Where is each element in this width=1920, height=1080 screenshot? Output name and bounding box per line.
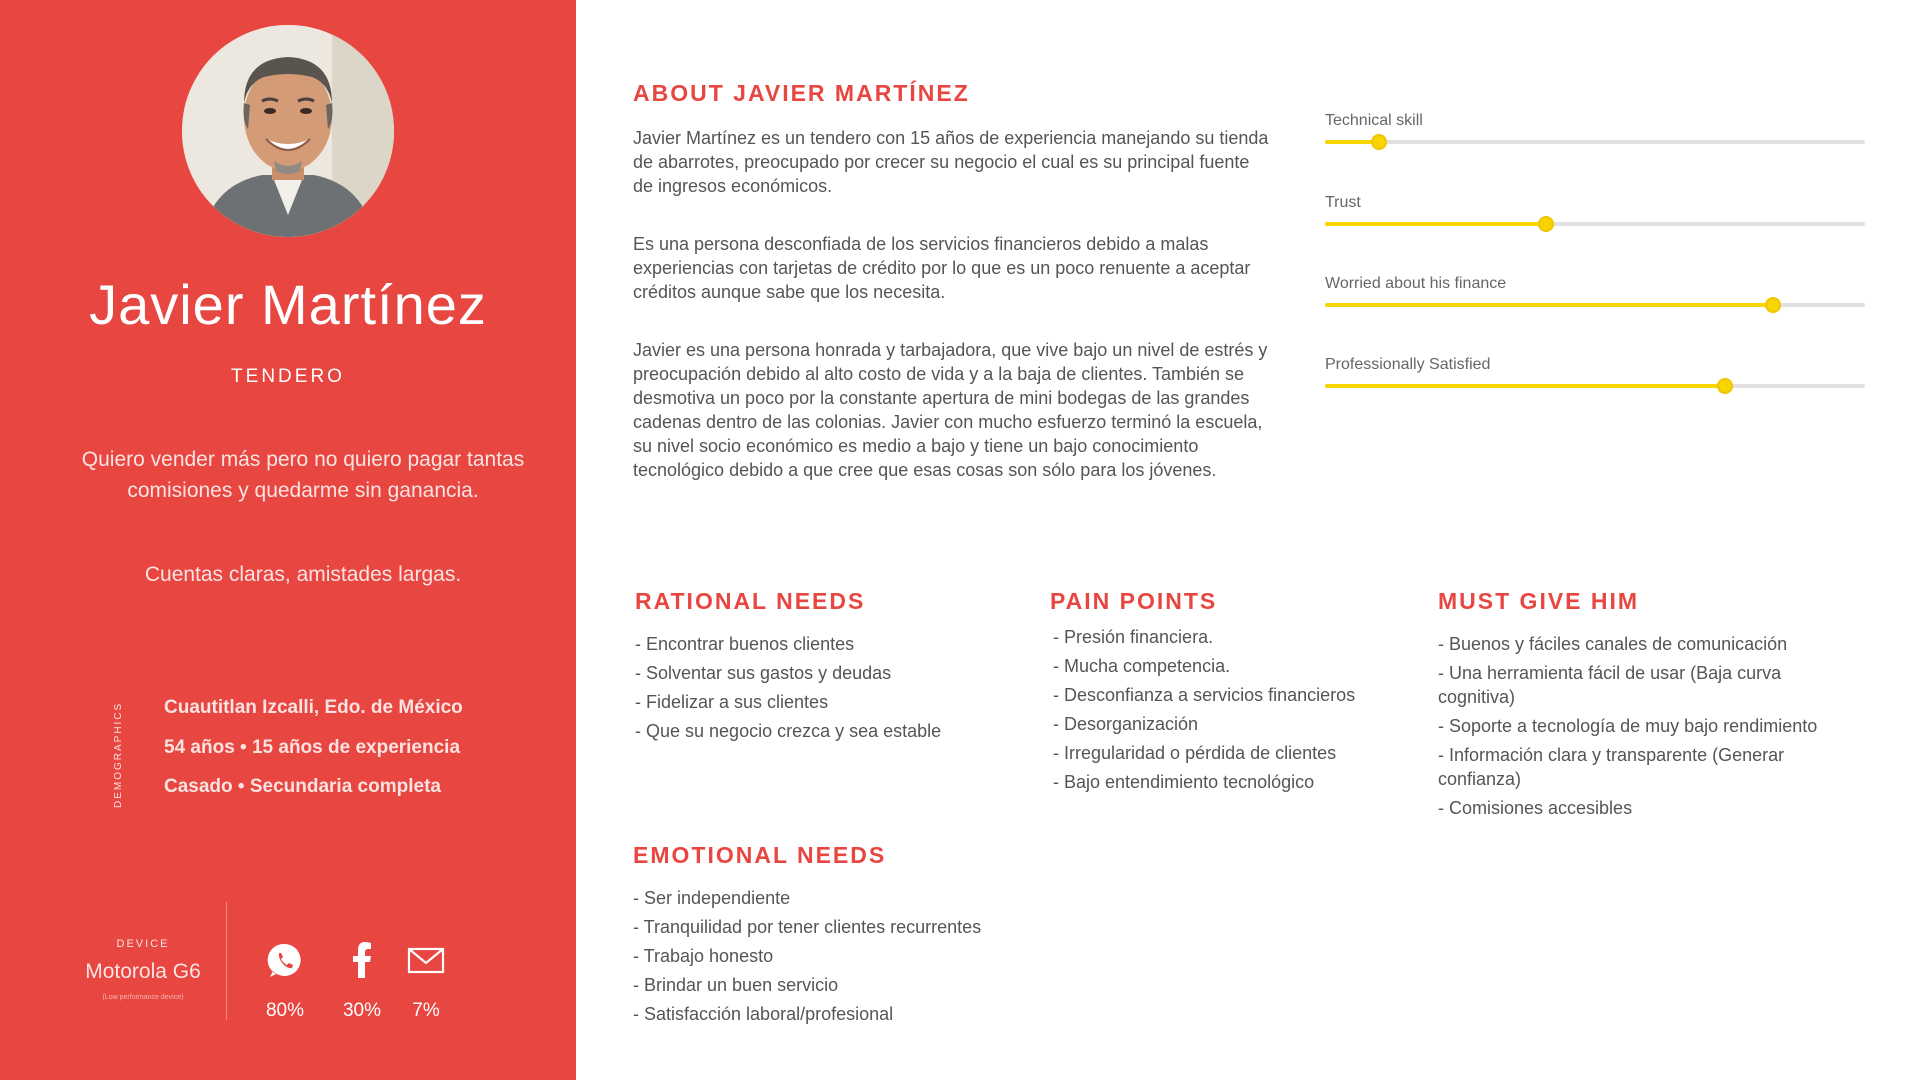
list-item: - Mucha competencia. [1053, 656, 1231, 676]
persona-sidebar [0, 0, 576, 1080]
demographics-age: 54 años • 15 años de experiencia [164, 737, 461, 758]
facebook-icon [342, 940, 382, 980]
trait-label: Worried about his finance [1325, 275, 1507, 292]
persona-name: Javier Martínez [89, 273, 487, 336]
list-item: - Trabajo honesto [633, 946, 774, 966]
list-item: - Bajo entendimiento tecnológico [1053, 772, 1315, 792]
about-heading: ABOUT JAVIER MARTÍNEZ [633, 80, 970, 106]
trait-label: Trust [1325, 194, 1361, 211]
trait-technical-skill [1325, 112, 1865, 144]
trait-worried-finance [1325, 275, 1865, 307]
trait-fill [1325, 222, 1546, 226]
device-divider [226, 902, 227, 1020]
persona-quote: Quiero vender más pero no quiero pagar tantas comisiones y quedarme sin ganancia. [81, 448, 525, 502]
list-item: - Desconfianza a servicios financieros [1053, 685, 1356, 705]
trait-fill [1325, 303, 1773, 307]
trait-knob [1765, 297, 1781, 313]
list-item: - Solventar sus gastos y deudas [635, 663, 892, 683]
trait-knob [1538, 216, 1554, 232]
rational-needs-heading: RATIONAL NEEDS [635, 588, 866, 614]
trait-track [1325, 222, 1865, 226]
list-item: - Ser independiente [633, 888, 791, 908]
demographics-location: Cuautitlan Izcalli, Edo. de México [164, 697, 463, 718]
trait-track [1325, 303, 1865, 307]
list-item: - Información clara y transparente (Generar confianza) [1438, 745, 1785, 789]
trait-label: Professionally Satisfied [1325, 356, 1491, 373]
trait-track [1325, 140, 1865, 144]
email-icon [406, 940, 446, 980]
device-info [60, 938, 226, 1001]
trait-trust [1325, 194, 1865, 226]
persona-motto: Cuentas claras, amistades largas. [144, 563, 462, 586]
list-item: - Comisiones accesibles [1438, 798, 1633, 818]
about-paragraph: Es una persona desconfiada de los servicios financieros debido a malas experiencias con tarjetas de crédito por lo que es un poco renuente a aceptar créditos aunque sabe que los necesita. [633, 234, 1251, 302]
about-paragraph: Javier es una persona honrada y tarbajadora, que vive bajo un nivel de estrés y preocupación debido al alto costo de vida y a la baja de clientes. También se desmotiva un poco por la constante apertura de mini bodegas de las grandes cadenas dentro de las colonias. Javier con mucho esfuerzo terminó la escuela, su nivel socio económico es medio a bajo y tiene un bajo conocimiento tecnológico debido a que cree que esas cosas son sólo para los jóvenes. [633, 340, 1268, 480]
whatsapp-usage: 80% [265, 1000, 305, 1021]
pain-points-heading: PAIN POINTS [1050, 588, 1218, 614]
demographics-status: Casado • Secundaria completa [164, 776, 441, 797]
device-note: (Low performance device) [102, 994, 184, 1001]
pain-points-list [1053, 625, 1433, 799]
facebook-usage: 30% [342, 1000, 382, 1021]
trait-knob [1717, 378, 1733, 394]
email-usage: 7% [412, 1000, 440, 1021]
trait-label: Technical skill [1325, 112, 1423, 129]
list-item: - Que su negocio crezca y sea estable [635, 721, 942, 741]
list-item: - Fidelizar a sus clientes [635, 692, 829, 712]
whatsapp-icon [265, 940, 305, 980]
list-item: - Soporte a tecnología de muy bajo rendimiento [1438, 716, 1818, 736]
list-item: - Brindar un buen servicio [633, 975, 839, 995]
list-item: - Una herramienta fácil de usar (Baja curva cognitiva) [1438, 663, 1782, 707]
trait-professionally-satisfied [1325, 356, 1865, 388]
list-item: - Desorganización [1053, 714, 1199, 734]
list-item: - Irregularidad o pérdida de clientes [1053, 743, 1337, 763]
must-give-list [1438, 632, 1858, 825]
demographics-label: DEMOGRAPHICS [113, 701, 124, 808]
emotional-needs-list [633, 886, 1133, 1031]
trait-knob [1371, 134, 1387, 150]
list-item: - Encontrar buenos clientes [635, 634, 855, 654]
about-paragraph: Javier Martínez es un tendero con 15 años de experiencia manejando su tienda de abarrotes, preocupado por crecer su negocio el cual es su principal fuente de ingresos económicos. [633, 128, 1269, 196]
avatar-photo [182, 25, 394, 237]
list-item: - Tranquilidad por tener clientes recurrentes [633, 917, 982, 937]
avatar [182, 25, 394, 237]
trait-fill [1325, 384, 1725, 388]
must-give-heading: MUST GIVE HIM [1438, 588, 1640, 614]
trait-track [1325, 384, 1865, 388]
emotional-needs-heading: EMOTIONAL NEEDS [633, 842, 887, 868]
list-item: - Buenos y fáciles canales de comunicación [1438, 634, 1788, 654]
list-item: - Satisfacción laboral/profesional [633, 1004, 894, 1024]
rational-needs-list [635, 632, 1035, 748]
list-item: - Presión financiera. [1053, 627, 1214, 647]
device-name: Motorola G6 [85, 960, 201, 983]
device-label: DEVICE [116, 938, 170, 950]
persona-role: TENDERO [231, 366, 345, 387]
